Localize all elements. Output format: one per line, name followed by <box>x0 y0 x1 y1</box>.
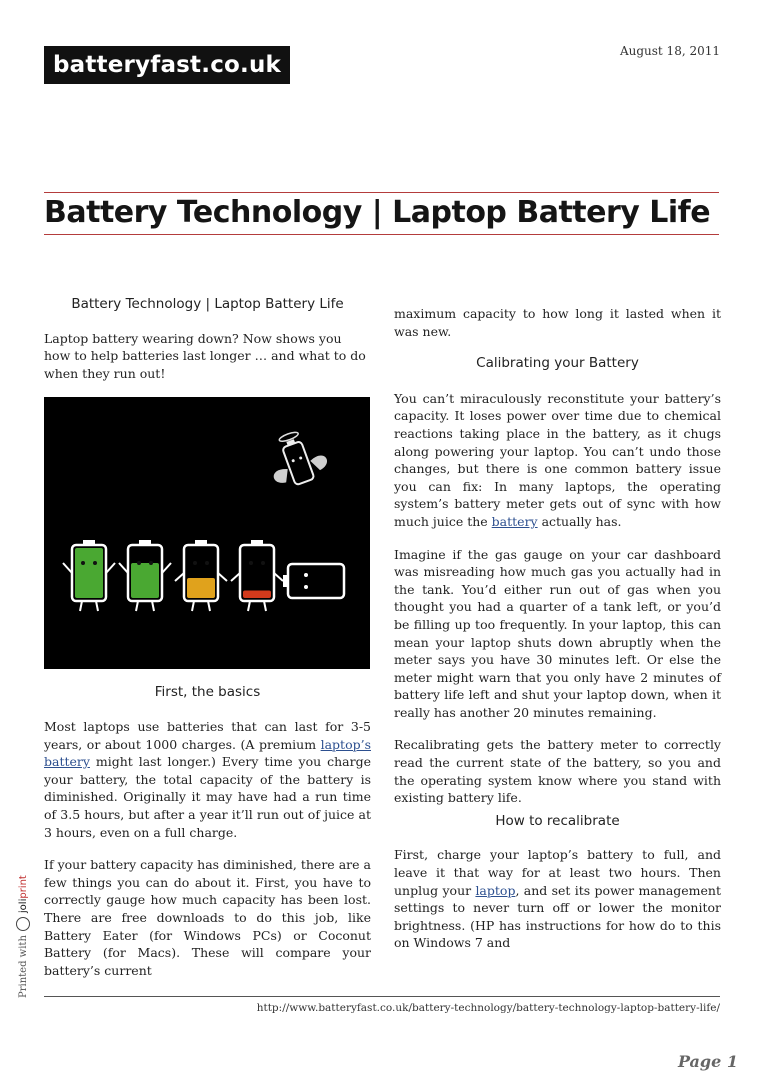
article-subtitle: Battery Technology | Laptop Battery Life <box>71 296 344 312</box>
battery-link[interactable]: battery <box>491 513 538 529</box>
publish-date: August 18, 2011 <box>619 44 720 58</box>
joliprint-brand-a: joli <box>17 898 29 914</box>
capacity-continued-paragraph: maximum capacity to how long it lasted when it was new. <box>394 306 721 339</box>
battery-character-icon <box>231 540 283 611</box>
gas-gauge-paragraph: Imagine if the gas gauge on your car dashboard was misreading how much gas you actually had in the tank. You’d either run out of gas when you thought you had a quarter of a tank left, or you’d be filling up too frequently. In your laptop, this can mean your laptop shuts down abruptly when the meter says you have 30 minutes left. Or else the meter might warn that you only have 2 minutes of battery life left and shut your laptop down, when it really has another 20 minutes remaining. <box>394 546 721 720</box>
battery-character-icon <box>63 540 115 611</box>
printed-with-label: Printed with <box>17 935 29 998</box>
page-number: Page 1 <box>677 1052 738 1071</box>
battery-illustration-svg <box>44 397 370 669</box>
calibrating-paragraph <box>394 390 721 531</box>
left-column <box>44 292 371 994</box>
printed-with-badge <box>16 875 30 998</box>
laptop-link[interactable]: laptop <box>475 882 516 898</box>
flying-battery-icon <box>261 425 331 492</box>
recalibrate-text-2: , and set its power management settings to never turn off or lower the monitor brightness. (HP has instructions for how do to this on Windows 7 and <box>394 882 721 951</box>
capacity-paragraph: If your battery capacity has diminished, there are a few things you can do about it. First, you have to correctly gauge how much capacity has been lost. There are free downloads to do this job, like Battery Eater (for Windows PCs) or Coconut Battery (for Macs). These will compare your battery’s current <box>44 857 371 978</box>
intro-paragraph: Laptop battery wearing down? Now shows you how to help batteries last longer … and what to do when they run out! <box>44 330 366 381</box>
joliprint-brand-b: print <box>17 875 29 899</box>
right-column <box>394 305 721 967</box>
heading-recalibrate: How to recalibrate <box>495 812 620 829</box>
battery-character-icon <box>283 564 344 598</box>
basics-text-2: might last longer.) Every time you charge your battery, the total capacity of the battery is diminished. Originally it may have had a run time of 3.5 hours, but after a year it’ll run out of juice at 3 hours, even on a full charge. <box>44 754 371 840</box>
battery-character-icon <box>119 540 171 611</box>
recalibrating-paragraph: Recalibrating gets the battery meter to correctly read the current state of the battery, so you and the operating system know where you stand with existing battery life. <box>394 737 721 806</box>
joliprint-brand[interactable] <box>18 875 29 913</box>
heading-calibrating: Calibrating your Battery <box>476 355 639 372</box>
page-title: Battery Technology | Laptop Battery Life <box>44 195 711 230</box>
recalibrate-text-1: First, charge your laptop’s battery to full, and leave it that way for at least two hours. Then unplug your <box>394 847 721 898</box>
basics-text-1: Most laptops use batteries that can last for 3-5 years, or about 1000 charges. (A premium <box>44 718 371 752</box>
battery-character-icon <box>175 540 227 611</box>
joliprint-logo-icon <box>16 917 30 931</box>
recalibrate-paragraph <box>394 846 721 952</box>
heading-first-basics: First, the basics <box>154 684 261 701</box>
basics-paragraph <box>44 718 371 841</box>
site-logo[interactable]: batteryfast.co.uk <box>44 46 290 84</box>
calibrating-text-1: You can’t miraculously reconstitute your battery’s capacity. It loses power over time due to chemical reactions taking place in the battery, as it chugs along powering your laptop. You can’t undo those changes, but there is one common battery issue you can fix: In many laptops, the operating system’s battery meter gets out of sync with how much juice the <box>394 390 721 529</box>
laptops-battery-link[interactable]: laptop’s battery <box>44 736 371 770</box>
calibrating-text-2: actually has. <box>537 513 622 529</box>
battery-illustration <box>44 397 370 669</box>
title-rule-bottom <box>44 234 719 235</box>
title-rule-top <box>44 192 719 193</box>
footer-rule <box>44 996 720 997</box>
footer-url[interactable]: http://www.batteryfast.co.uk/battery-technology/battery-technology-laptop-battery-life/ <box>256 1002 720 1014</box>
